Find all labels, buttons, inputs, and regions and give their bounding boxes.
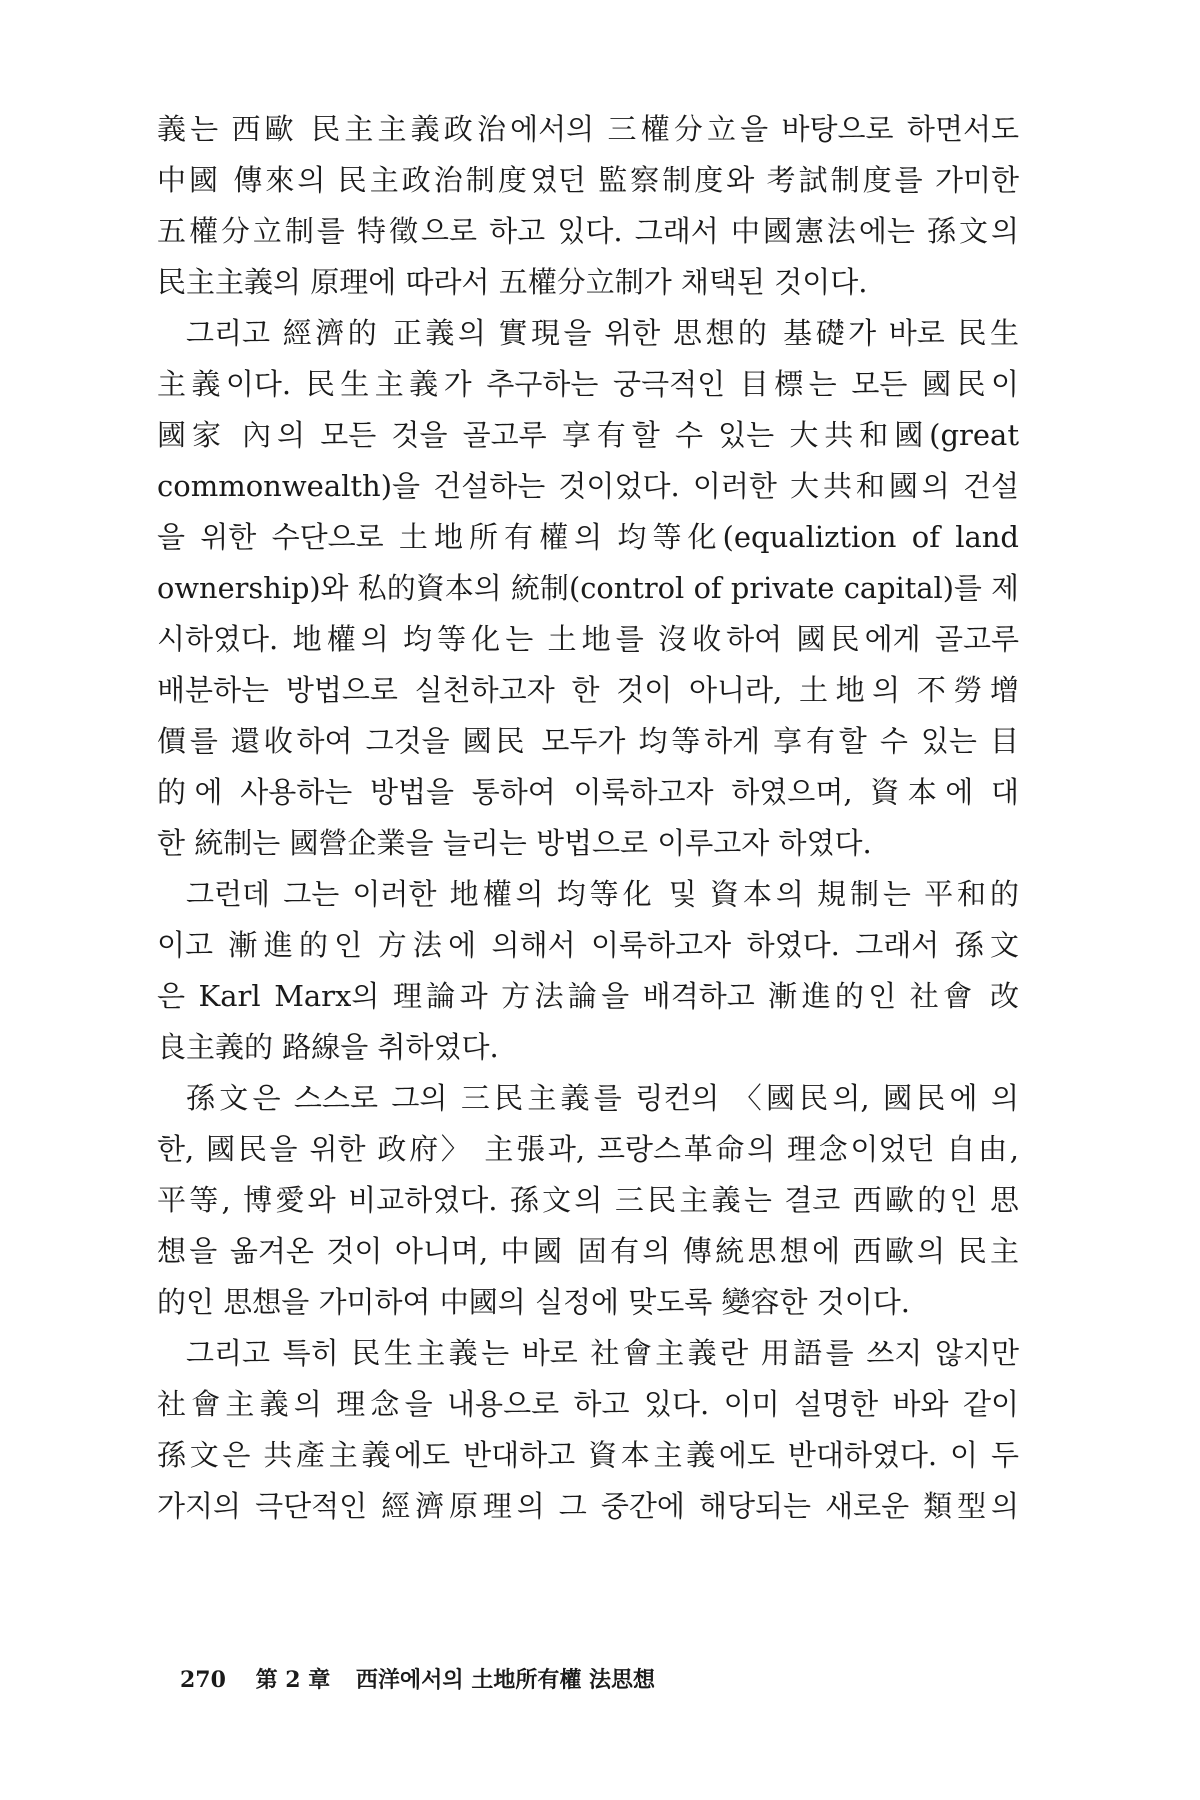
text-line: 社會主義의 理念을 내용으로 하고 있다. 이미 설명한 바와 같이	[157, 1387, 1019, 1421]
paragraph	[157, 104, 1019, 308]
text-line: 가지의 극단적인 經濟原理의 그 중간에 해당되는 새로운 類型의	[157, 1489, 1019, 1523]
text-line: 義는 西歐 民主主義政治에서의 三權分立을 바탕으로 하면서도	[157, 112, 1019, 146]
text-line: 想을 옮겨온 것이 아니며, 中國 固有의 傳統思想에 西歐의 民主	[157, 1234, 1019, 1268]
text-line: 이고 漸進的인 方法에 의해서 이룩하고자 하였다. 그래서 孫文	[157, 928, 1019, 962]
text-line: 한 統制는 國營企業을 늘리는 방법으로 이루고자 하였다.	[157, 826, 872, 860]
text-line: 五權分立制를 特徵으로 하고 있다. 그래서 中國憲法에는 孫文의	[157, 214, 1019, 248]
text-line: 的에 사용하는 방법을 통하여 이룩하고자 하였으며, 資本에 대	[157, 775, 1019, 809]
text-line: 시하였다. 地權의 均等化는 土地를 沒收하여 國民에게 골고루	[157, 622, 1019, 656]
text-line: 孫文은 共產主義에도 반대하고 資本主義에도 반대하였다. 이 두	[157, 1438, 1019, 1472]
text-line: 그리고 經濟的 正義의 實現을 위한 思想的 基礎가 바로 民生	[186, 316, 1019, 350]
paragraph	[157, 1073, 1019, 1328]
page-number: 270	[180, 1667, 226, 1693]
paragraph	[157, 308, 1019, 869]
text-line: 國家 內의 모든 것을 골고루 享有할 수 있는 大共和國(great	[157, 418, 1019, 452]
text-line: 中國 傳來의 民主政治制度였던 監察制度와 考試制度를 가미한	[157, 163, 1019, 197]
page-footer	[180, 1660, 655, 1700]
text-line: ownership)와 私的資本의 統制(control of private capital)를 제	[157, 571, 1019, 605]
text-line: 孫文은 스스로 그의 三民主義를 링컨의 〈國民의, 國民에 의	[186, 1081, 1019, 1115]
text-line: 그런데 그는 이러한 地權의 均等化 및 資本의 規制는 平和的	[186, 877, 1019, 911]
text-line: 그리고 특히 民生主義는 바로 社會主義란 用語를 쓰지 않지만	[186, 1336, 1019, 1370]
text-line: 良主義的 路線을 취하였다.	[157, 1030, 499, 1064]
text-line: 배분하는 방법으로 실천하고자 한 것이 아니라, 土地의 不勞增	[157, 673, 1019, 707]
chapter-title: 西洋에서의 土地所有權 法思想	[355, 1667, 655, 1693]
text-line: 主義이다. 民生主義가 추구하는 궁극적인 目標는 모든 國民이	[157, 367, 1019, 401]
text-line: 한, 國民을 위한 政府〉 主張과, 프랑스革命의 理念이었던 自由,	[157, 1132, 1019, 1166]
text-line: 的인 思想을 가미하여 中國의 실정에 맞도록 變容한 것이다.	[157, 1285, 910, 1319]
text-line: 을 위한 수단으로 土地所有權의 均等化(equaliztion of land	[157, 520, 1019, 554]
text-line: 平等, 博愛와 비교하였다. 孫文의 三民主義는 결코 西歐的인 思	[157, 1183, 1019, 1217]
text-line: 은 Karl Marx의 理論과 方法論을 배격하고 漸進的인 社會 改	[157, 979, 1019, 1013]
text-line: 價를 還收하여 그것을 國民 모두가 均等하게 享有할 수 있는 目	[157, 724, 1019, 758]
body-text	[157, 104, 1019, 1532]
text-line: 民主主義의 原理에 따라서 五權分立制가 채택된 것이다.	[157, 265, 868, 299]
paragraph	[157, 869, 1019, 1073]
text-line: commonwealth)을 건설하는 것이었다. 이러한 大共和國의 건설	[157, 469, 1019, 503]
paragraph	[157, 1328, 1019, 1532]
chapter-label: 第 2 章	[255, 1667, 331, 1693]
